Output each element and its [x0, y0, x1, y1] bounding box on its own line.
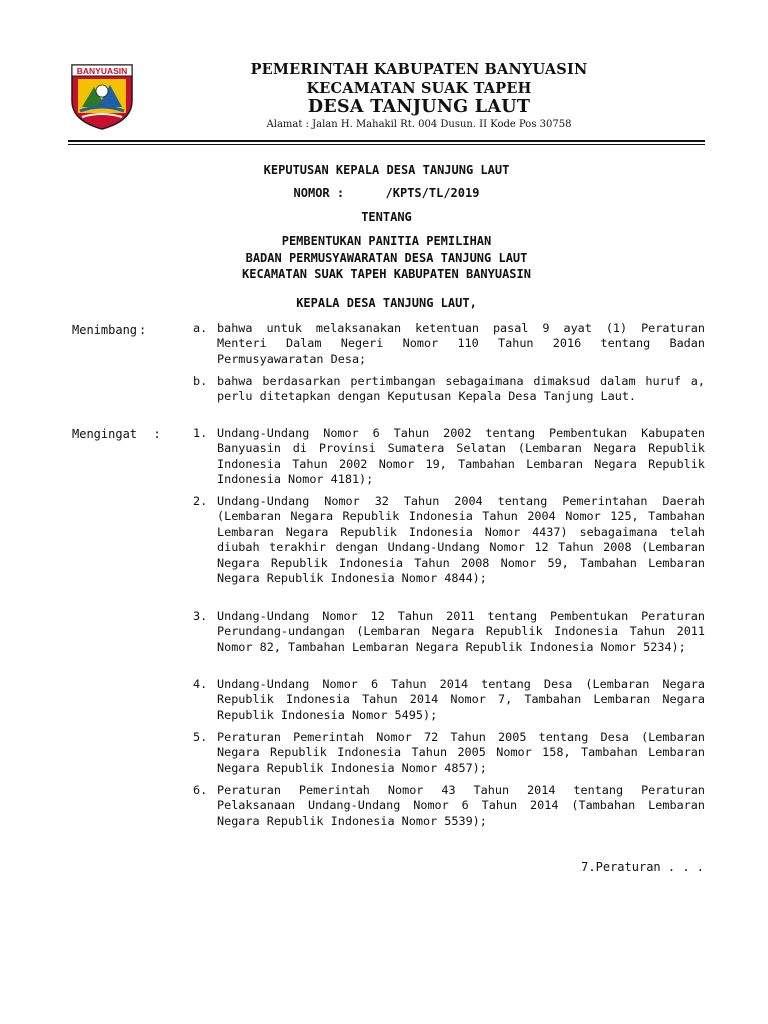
decree-subject-line: BADAN PERMUSYAWARATAN DESA TANJUNG LAUT	[245, 250, 528, 265]
item-text: bahwa berdasarkan pertimbangan sebagaimana dimaksud dalam huruf a, perlu ditetapkan dengan Keputusan Kepala Desa Tanjung Laut.	[217, 374, 705, 404]
letterhead-district: KECAMATAN SUAK TAPEH	[306, 80, 532, 97]
decree-number	[68, 186, 705, 200]
letterhead-rule-thin	[68, 144, 705, 145]
mengingat-label	[72, 427, 161, 441]
mengingat-item	[193, 783, 705, 829]
mengingat-label-text: Mengingat	[72, 427, 138, 441]
item-text: bahwa untuk melaksanakan ketentuan pasal 9 ayat (1) Peraturan Menteri Dalam Negeri Nomor 110 Tahun 2016 tentang Badan Permusyawaratan Desa;	[217, 321, 705, 366]
decree-subject-line: PEMBENTUKAN PANITIA PEMILIHAN	[281, 234, 492, 248]
banyuasin-logo-emblem	[68, 61, 136, 131]
letterhead-rule-thick	[68, 140, 705, 142]
item-marker: 6.	[193, 783, 208, 797]
mengingat-colon: :	[153, 427, 161, 441]
decree-subject-line: KECAMATAN SUAK TAPEH KABUPATEN BANYUASIN	[242, 267, 531, 281]
decree-issuer: KEPALA DESA TANJUNG LAUT,	[296, 296, 477, 310]
decree-subject	[68, 233, 705, 283]
item-text: Peraturan Pemerintah Nomor 43 Tahun 2014 tentang Peraturan Pelaksanaan Undang-Undang Nomor 6 Tahun 2014 (Tambahan Lembaran Negara Republik Indonesia Nomor 5539);	[217, 783, 705, 828]
item-marker: 1.	[193, 426, 208, 440]
decree-number-label: NOMOR :	[293, 186, 345, 200]
decree-number-value: /KPTS/TL/2019	[385, 186, 480, 200]
item-marker: b.	[193, 374, 208, 388]
item-marker: a.	[193, 321, 208, 335]
menimbang-label-text: Menimbang	[72, 323, 138, 337]
item-text: Undang-Undang Nomor 6 Tahun 2002 tentang Pembentukan Kabupaten Banyuasin di Provinsi Sumatera Selatan (Lembaran Negara Republik Indonesia Tahun 2002 Nomor 19, Tambahan Lembaran Negara Republik Indonesia Nomor 4181);	[217, 426, 705, 487]
menimbang-colon: :	[139, 323, 147, 337]
letterhead-address: Alamat : Jalan H. Mahakil Rt. 004 Dusun. II Kode Pos 30758	[266, 119, 572, 130]
letterhead-government: PEMERINTAH KABUPATEN BANYUASIN	[250, 61, 588, 78]
logo-text: BANYUASIN	[76, 66, 128, 76]
item-text: Peraturan Pemerintah Nomor 72 Tahun 2005 tentang Desa (Lembaran Negara Republik Indonesia Tahun 2005 Nomor 158, Tambahan Lembaran Negara Republik Indonesia Nomor 4857);	[217, 730, 705, 775]
item-text: Undang-Undang Nomor 32 Tahun 2004 tentang Pemerintahan Daerah (Lembaran Negara Republik Indonesia Tahun 2004 Nomor 125, Tambahan Lembaran Negara Republik Indonesia Nomor 4437) sebagaimana telah diubah terakhir dengan Undang-Undang Nomor 12 Tahun 2008 (Lembaran Negara Republik Indonesia Tahun 2008 Nomor 59, Tambahan Lembaran Negara Republik Indonesia Nomor 4844);	[217, 494, 705, 586]
item-marker: 2.	[193, 494, 208, 508]
mengingat-item	[193, 677, 705, 723]
letterhead-village: DESA TANJUNG LAUT	[307, 97, 531, 117]
page-continuation: 7.Peraturan . . .	[581, 860, 704, 874]
item-marker: 5.	[193, 730, 208, 744]
item-marker: 3.	[193, 609, 208, 623]
mengingat-item	[193, 426, 705, 488]
decree-tentang: TENTANG	[361, 210, 412, 224]
decree-title: KEPUTUSAN KEPALA DESA TANJUNG LAUT	[263, 163, 510, 177]
mengingat-item	[193, 494, 705, 586]
menimbang-label	[72, 323, 146, 337]
mengingat-item	[193, 609, 705, 655]
menimbang-item	[193, 374, 705, 405]
mengingat-item	[193, 730, 705, 776]
menimbang-item	[193, 321, 705, 367]
item-text: Undang-Undang Nomor 6 Tahun 2014 tentang Desa (Lembaran Negara Republik Indonesia Tahun 2014 Nomor 7, Tambahan Lembaran Negara Republik Indonesia Nomor 5495);	[217, 677, 705, 722]
item-marker: 4.	[193, 677, 208, 691]
item-text: Undang-Undang Nomor 12 Tahun 2011 tentang Pembentukan Peraturan Perundang-undangan (Lembaran Negara Republik Indonesia Tahun 2011 Nomor 82, Tambahan Lembaran Negara Republik Indonesia Nomor 5234);	[217, 609, 705, 654]
